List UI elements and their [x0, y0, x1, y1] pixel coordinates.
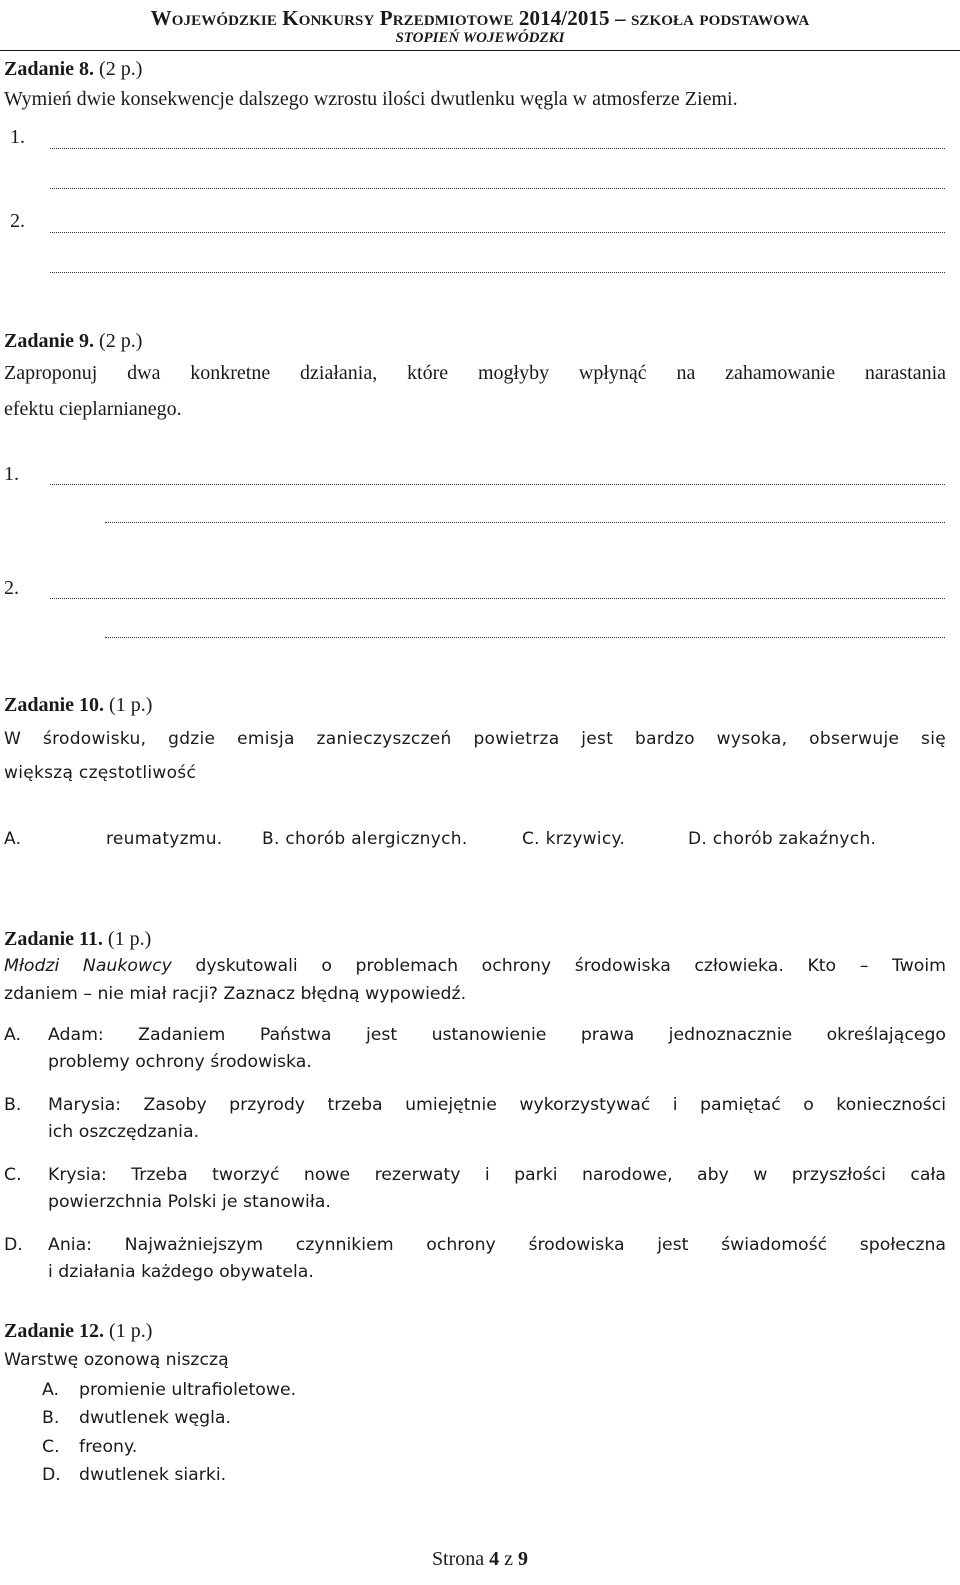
- task8-title: Zadanie 8. (2 p.): [4, 58, 143, 80]
- header-divider: [0, 50, 960, 51]
- task9-answer1-line2[interactable]: [105, 522, 945, 523]
- header-title: Wojewódzkie Konkursy Przedmiotowe 2014/2015 – szkoła podstawowa: [150, 6, 810, 30]
- task9-answer1-number: 1.: [4, 463, 19, 485]
- task12-option-d[interactable]: dwutlenek siarki.: [79, 1465, 227, 1485]
- task10-question-line1: W środowisku, gdzie emisja zanieczyszczeń powietrza jest bardzo wysoka, obserwuje się: [4, 729, 946, 749]
- task11-intro-italic: Młodzi Naukowcy: [4, 956, 172, 976]
- task11-option-a-line1[interactable]: Adam: Zadaniem Państwa jest ustanowienie prawa jednoznacznie określającego: [48, 1025, 946, 1045]
- footer-page-number: 4: [489, 1548, 500, 1570]
- task8-answer2-line2[interactable]: [50, 272, 945, 273]
- task9-answer1-line1[interactable]: [50, 484, 945, 485]
- task11-option-d-letter[interactable]: D.: [4, 1235, 23, 1255]
- task11-intro-line2: zdaniem – nie miał racji? Zaznacz błędną wypowiedź.: [4, 984, 467, 1004]
- task10-option-a-letter[interactable]: A.: [4, 829, 22, 849]
- task11-intro-line1: [4, 956, 946, 976]
- task12-option-d-letter[interactable]: D.: [42, 1465, 61, 1485]
- task12-option-c[interactable]: freony.: [79, 1437, 138, 1457]
- task10-option-c[interactable]: C. krzywicy.: [522, 829, 626, 849]
- task10-option-b[interactable]: B. chorób alergicznych.: [262, 829, 468, 849]
- task9-points: (2 p.): [99, 330, 143, 352]
- task12-points: (1 p.): [109, 1320, 153, 1342]
- task11-option-b-letter[interactable]: B.: [4, 1095, 22, 1115]
- header-subtitle: STOPIEŃ WOJEWÓDZKI: [395, 30, 565, 46]
- task9-question-line1: Zaproponuj dwa konkretne działania, które mogłyby wpłynąć na zahamowanie narastania: [4, 362, 946, 384]
- task9-answer2-line1[interactable]: [50, 598, 945, 599]
- task11-option-b-line1[interactable]: Marysia: Zasoby przyrody trzeba umiejętnie wykorzystywać i pamiętać o konieczności: [48, 1095, 946, 1115]
- page-header: [0, 0, 960, 52]
- task12-option-b-letter[interactable]: B.: [42, 1408, 60, 1428]
- task11-option-c-line1[interactable]: Krysia: Trzeba tworzyć nowe rezerwaty i parki narodowe, aby w przyszłości cała: [48, 1165, 946, 1185]
- task11-option-c-letter[interactable]: C.: [4, 1165, 22, 1185]
- footer-of: z: [504, 1548, 514, 1570]
- task11-option-b-line2[interactable]: ich oszczędzania.: [48, 1122, 200, 1142]
- task8-points: (2 p.): [99, 58, 143, 80]
- task12-option-b[interactable]: dwutlenek węgla.: [79, 1408, 231, 1428]
- task9-answer2-line2[interactable]: [105, 637, 945, 638]
- footer-total-pages: 9: [518, 1548, 529, 1570]
- task12-option-a[interactable]: promienie ultrafioletowe.: [79, 1380, 297, 1400]
- page-footer: [0, 1548, 960, 1571]
- footer-prefix: Strona: [431, 1548, 485, 1570]
- task9-question-line2: efektu cieplarnianego.: [4, 398, 182, 420]
- task8-answer1-line1[interactable]: [50, 148, 945, 149]
- task11-option-d-line1[interactable]: Ania: Najważniejszym czynnikiem ochrony środowiska jest świadomość społeczna: [48, 1235, 946, 1255]
- task10-question-line2: większą częstotliwość: [4, 763, 197, 783]
- task8-question: Wymień dwie konsekwencje dalszego wzrostu ilości dwutlenku węgla w atmosferze Ziemi.: [4, 88, 738, 110]
- task11-option-d-line2[interactable]: i działania każdego obywatela.: [48, 1262, 314, 1282]
- task8-answer1-number: 1.: [10, 126, 25, 148]
- task11-points: (1 p.): [107, 928, 152, 950]
- task12-option-a-letter[interactable]: A.: [42, 1380, 60, 1400]
- task8-answer1-line2[interactable]: [50, 188, 945, 189]
- task12-option-c-letter[interactable]: C.: [42, 1437, 60, 1457]
- task10-option-a[interactable]: reumatyzmu.: [106, 829, 223, 849]
- task8-answer2-number: 2.: [10, 210, 25, 232]
- task10-points: (1 p.): [109, 694, 153, 716]
- task11-intro-rest: dyskutowali o problemach ochrony środowiska człowieka. Kto – Twoim: [195, 956, 947, 976]
- task9-title: Zadanie 9. (2 p.): [4, 330, 143, 352]
- task9-answer2-number: 2.: [4, 577, 19, 599]
- task11-title: Zadanie 11. (1 p.): [4, 928, 152, 950]
- task8-answer2-line1[interactable]: [50, 232, 945, 233]
- task11-option-a-letter[interactable]: A.: [4, 1025, 22, 1045]
- task10-option-d[interactable]: D. chorób zakaźnych.: [688, 829, 877, 849]
- task11-option-a-line2[interactable]: problemy ochrony środowiska.: [48, 1052, 312, 1072]
- task12-title: Zadanie 12. (1 p.): [4, 1320, 153, 1342]
- task11-option-c-line2[interactable]: powierzchnia Polski je stanowiła.: [48, 1192, 331, 1212]
- task10-title: Zadanie 10. (1 p.): [4, 694, 153, 716]
- task12-question: Warstwę ozonową niszczą: [4, 1350, 229, 1370]
